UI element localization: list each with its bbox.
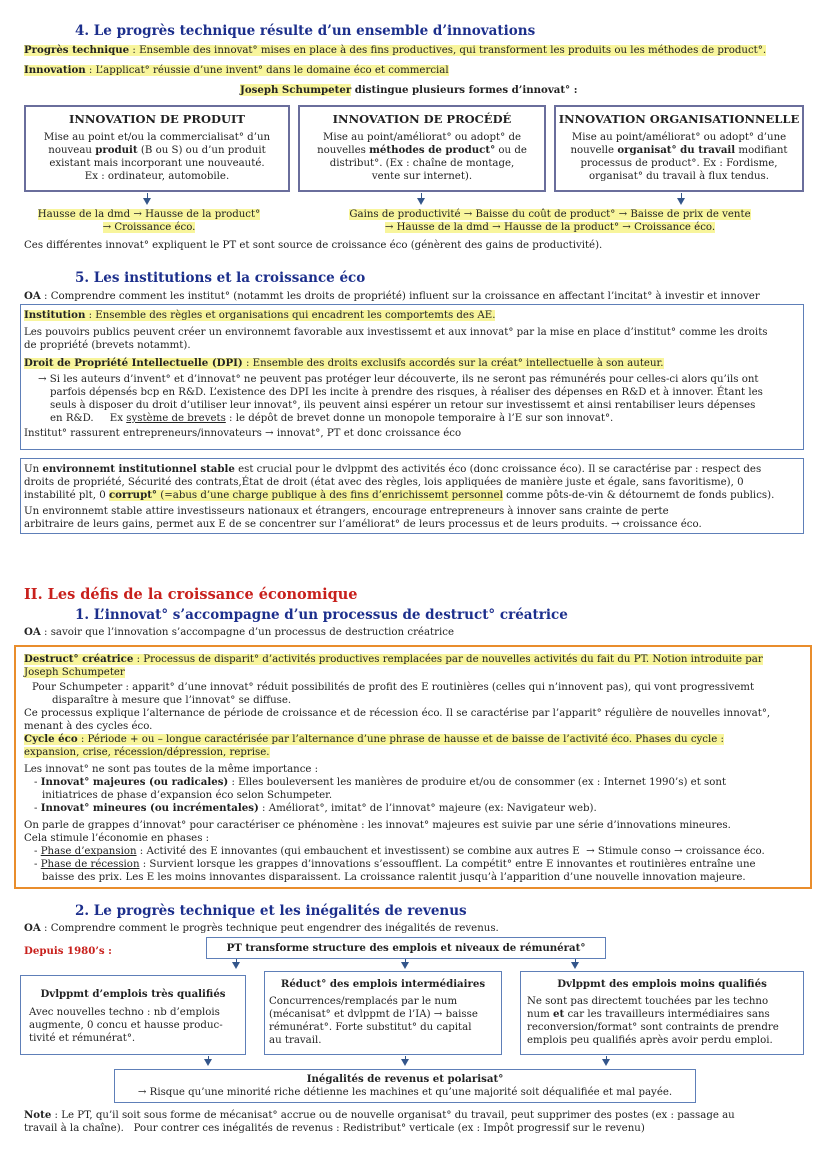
emplois-moins-qualifies-box: [520, 971, 804, 1055]
paragraph-line: de propriété (brevets notammt).: [24, 340, 191, 351]
institutions-box: [20, 304, 804, 450]
box-line: Mise au point et/ou la commercialisat° d’un: [43, 132, 271, 143]
section5-objective: [24, 290, 760, 303]
subsection2-objective: OA : Comprendre comment le progrès technique peut engendrer des inégalités de revenus.: [24, 922, 499, 934]
box-line: nouvelle organisat° du travail modifiant: [570, 144, 788, 156]
box-line: Ne sont pas directemt touchées par les techno: [527, 996, 769, 1007]
box-line: Mise au point/améliorat° ou adopt° de: [323, 132, 521, 143]
paragraph-line: menant à des cycles éco.: [24, 721, 153, 732]
box-title: Réduct° des emplois intermédiaires: [280, 978, 486, 990]
paragraph-line: Cela stimule l’économie en phases :: [24, 833, 210, 844]
box-line: tivité et rémunérat°.: [29, 1033, 136, 1044]
list-item: - Innovat° majeures (ou radicales) : Elles bouleversent les manières de produire et/ou de consommer (ex : Internet 1990’s) et sont: [34, 776, 727, 788]
effect-line: Hausse de la dmd → Hausse de la product°: [37, 209, 261, 220]
box-line: nouveau produit (B ou S) ou d’un produit: [48, 144, 266, 156]
list-item: - Phase d’expansion : Activité des E innovantes (qui embauchent et investissent) se combine aux autres E → Stimule conso → croissance éco.: [34, 846, 765, 857]
inegalites-box: [114, 1069, 696, 1103]
paragraph-line: instabilité plt, 0 corrupt° (=abus d’une charge publique à des fins d’enrichissemt personnel comme pôts-de-vin & détournemt de fonds publics).: [24, 489, 775, 501]
paragraph-line: expansion, crise, récession/dépression, reprise.: [24, 747, 270, 758]
since-1980s: Depuis 1980’s :: [24, 945, 112, 957]
paragraph-line: Un environnemt stable attire investisseurs nationaux et étrangers, encourage entrepreneurs à innover sans crainte de perte: [24, 506, 669, 517]
paragraph-line: disparaître à mesure que l’innovat° se diffuse.: [52, 695, 292, 706]
note: [24, 1109, 814, 1135]
box-title: INNOVATION DE PROCÉDÉ: [332, 112, 512, 126]
definition-destruction-creatrice: Destruct° créatrice : Processus de disparit° d’activités productives remplacées par de nouvelles activités du fait du PT. Notion introduite par: [24, 653, 763, 665]
down-arrow-icon: [143, 198, 151, 205]
box-title: INNOVATION ORGANISATIONNELLE: [558, 112, 800, 126]
destruction-creatrice-box: [14, 645, 812, 889]
box-line: emplois peu qualifiés après avoir perdu emploi.: [527, 1035, 773, 1046]
box-line: augmente, 0 concu et hausse produc-: [29, 1020, 223, 1031]
box-line: Ex : ordinateur, automobile.: [84, 171, 230, 182]
paragraph-line: baisse des prix. Les E les moins innovantes disparaissent. La croissance ralentit jusqu’à l’apparition d’une nouvelle innovation majeure.: [42, 872, 746, 883]
subsection2-title: 2. Le progrès technique et les inégalités de revenus: [75, 903, 467, 919]
effect-procede-organisation: [300, 208, 800, 234]
down-arrow-icon: [571, 962, 579, 969]
paragraph-line: initiatrices de phase d’expansion éco selon Schumpeter.: [42, 790, 333, 801]
schumpeter-name: Joseph Schumpeter: [240, 84, 352, 96]
note-line: Note : Le PT, qu’il soit sous forme de mécanisat° accrue ou de nouvelle organisat° du travail, peut supprimer des postes (ex : passage au: [24, 1109, 735, 1121]
intro-text: distingue plusieurs formes d’innovat° :: [351, 84, 578, 96]
box-line: nouvelles méthodes de product° ou de: [317, 144, 527, 156]
oa-label: OA: [24, 290, 41, 302]
environment-box: [20, 458, 804, 534]
definition: : Ensemble des innovat° mises en place à des fins productives, qui transforment les produits ou les méthodes de product°.: [129, 45, 767, 56]
box-line: vente sur internet).: [371, 171, 473, 182]
box-line: processus de product°. Ex : Fordisme,: [580, 158, 778, 169]
section4-title: 4. Le progrès technique résulte d’un ensemble d’innovations: [75, 23, 536, 39]
definition-institution: Institution : Ensemble des règles et organisations qui encadrent les comportemts des AE.: [24, 309, 496, 321]
paragraph-line: Les pouvoirs publics peuvent créer un environnemt favorable aux investissemt et aux innovat° par la mise en place d’institut° comme les droits: [24, 327, 768, 338]
paragraph-line: parfois dépensés bcp en R&D. L’existence des DPI les incite à prendre des risques, à réaliser des dépenses en R&D et à innover. Étant les: [50, 387, 763, 398]
box-title: Inégalités de revenus et polarisat°: [306, 1073, 504, 1085]
paragraph-line: → Si les auteurs d’invent° et d’innovat° ne peuvent pas protéger leur découverte, ils ne seront pas rémunérés pour celles-ci alors qu’ils ont: [38, 374, 759, 385]
effect-line: → Croissance éco.: [102, 222, 196, 233]
section5-title: 5. Les institutions et la croissance éco: [75, 270, 366, 286]
paragraph-line: On parle de grappes d’innovat° pour caractériser ce phénomène : les innovat° majeures est suivie par une série d’innovations mineures.: [24, 820, 731, 831]
down-arrow-icon: [401, 1059, 409, 1066]
box-line: organisat° du travail à flux tendus.: [589, 171, 769, 182]
box-line: → Risque qu’une minorité riche détienne les machines et qu’une majorité soit déqualifiée et mal payée.: [137, 1087, 673, 1098]
definition-dpi: Droit de Propriété Intellectuelle (DPI) : Ensemble des droits exclusifs accordés sur la créat° intellectuelle à son auteur.: [24, 357, 664, 369]
effect-line: Gains de productivité → Baisse du coût de product° → Baisse de prix de vente: [349, 209, 751, 220]
box-line: rémunérat°. Forte substitut° du capital: [269, 1022, 472, 1033]
emplois-qualifies-box: [20, 975, 246, 1055]
definition: : L’applicat° réussie d’une invent° dans le domaine éco et commercial: [85, 65, 449, 76]
down-arrow-icon: [417, 198, 425, 205]
box-line: Concurrences/remplacés par le num: [269, 996, 458, 1007]
definition-progres-technique: [24, 44, 766, 57]
paragraph-line: Joseph Schumpeter: [24, 667, 125, 678]
part2-title: II. Les défis de la croissance économique: [24, 586, 358, 603]
paragraph-line: Institut° rassurent entrepreneurs/innovateurs → innovat°, PT et donc croissance éco: [24, 428, 462, 439]
box-title: Dvlppmt d’emplois très qualifiés: [40, 988, 226, 1000]
list-item: - Innovat° mineures (ou incrémentales) : Améliorat°, imitat° de l’innovat° majeure (ex: Navigateur web).: [34, 802, 597, 814]
list-item: - Phase de récession : Survient lorsque les grappes d’innovations s’essoufflent. La compétit° entre E innovantes et routinières entraîne une: [34, 859, 756, 870]
box-line: reconversion/format° sont contraints de prendre: [527, 1022, 779, 1033]
paragraph-line: droits de propriété, Sécurité des contrats,État de droit (état avec des règles, lois appliquées de manière juste et égale, sans favoritisme), 0: [24, 477, 744, 488]
pt-transform-box: PT transforme structure des emplois et niveaux de rémunérat°: [206, 937, 606, 959]
paragraph-line: en R&D. Ex système de brevets : le dépôt de brevet donne un monopole temporaire à l’E sur son innovat°.: [50, 413, 614, 424]
box-line: distribut°. (Ex : chaîne de montage,: [329, 158, 515, 169]
effect-produit: [24, 208, 274, 234]
paragraph-line: arbitraire de leurs gains, permet aux E de se concentrer sur l’améliorat° de leurs processus et de leurs produits. → croissance éco.: [24, 519, 702, 530]
down-arrow-icon: [602, 1059, 610, 1066]
oa-text: : Comprendre comment les institut° (notammt les droits de propriété) influent sur la croissance en affectant l’incitat° à investir et innover: [40, 291, 760, 302]
box-line: au travail.: [269, 1035, 322, 1046]
down-arrow-icon: [204, 1059, 212, 1066]
paragraph-line: Pour Schumpeter : apparit° d’une innovat° réduit possibilités de profit des E routinières (celles qui n’innovent pas), qui vont progressivemt: [32, 682, 755, 693]
box-title: Dvlppmt des emplois moins qualifiés: [557, 978, 767, 990]
paragraph-line: Ce processus explique l’alternance de période de croissance et de récession éco. Il se caractérise par l’apparit° régulière de nouvelles innovat°,: [24, 708, 771, 719]
emplois-intermediaires-box: [264, 971, 502, 1055]
definition-innovation: [24, 64, 449, 77]
box-line: Mise au point/améliorat° ou adopt° d’une: [571, 132, 787, 143]
box-line: (mécanisat° et dvlppmt de l’IA) → baisse: [269, 1009, 478, 1020]
effect-line: → Hausse de la dmd → Hausse de la product° → Croissance éco.: [384, 222, 716, 233]
note-line: travail à la chaîne). Pour contrer ces inégalités de revenus : Redistribut° verticale (ex : Impôt progressif sur le revenu): [24, 1123, 645, 1134]
definition-cycle: Cycle éco : Période + ou – longue caractérisée par l’alternance d’une phrase de hausse et de baisse de l’activité éco. Phases du cycle :: [24, 733, 724, 745]
box-title: INNOVATION DE PRODUIT: [69, 112, 245, 126]
schumpeter-intro: [240, 84, 577, 97]
down-arrow-icon: [677, 198, 685, 205]
down-arrow-icon: [401, 962, 409, 969]
down-arrow-icon: [232, 962, 240, 969]
innovation-produit-box: [24, 105, 290, 192]
innovation-procede-box: [298, 105, 546, 192]
section4-conclusion: Ces différentes innovat° expliquent le PT et sont source de croissance éco (génèrent des gains de productivité).: [24, 240, 603, 251]
term: Innovation: [24, 64, 86, 76]
innovation-organisationnelle-box: [554, 105, 804, 192]
subsection1-objective: OA : savoir que l’innovation s’accompagne d’un processus de destruction créatrice: [24, 626, 454, 638]
box-line: Avec nouvelles techno : nb d’emplois: [29, 1007, 220, 1018]
box-line: num et car les travailleurs intermédiaires sans: [527, 1008, 770, 1020]
paragraph-line: Les innovat° ne sont pas toutes de la même importance :: [24, 764, 319, 775]
term: Progrès technique: [24, 44, 130, 56]
box-line: existant mais incorporant une nouveauté.: [49, 158, 265, 169]
paragraph-line: Un environnemt institutionnel stable est crucial pour le dvlppmt des activités éco (donc croissance éco). Il se caractérise par : respect des: [24, 463, 762, 475]
subsection1-title: 1. L’innovat° s’accompagne d’un processus de destruct° créatrice: [75, 607, 568, 623]
paragraph-line: seuls à disposer du droit d’utiliser leur innovat°, ils peuvent ainsi espérer un retour sur investissemt et ainsi rentabiliser leurs dépenses: [50, 400, 756, 411]
